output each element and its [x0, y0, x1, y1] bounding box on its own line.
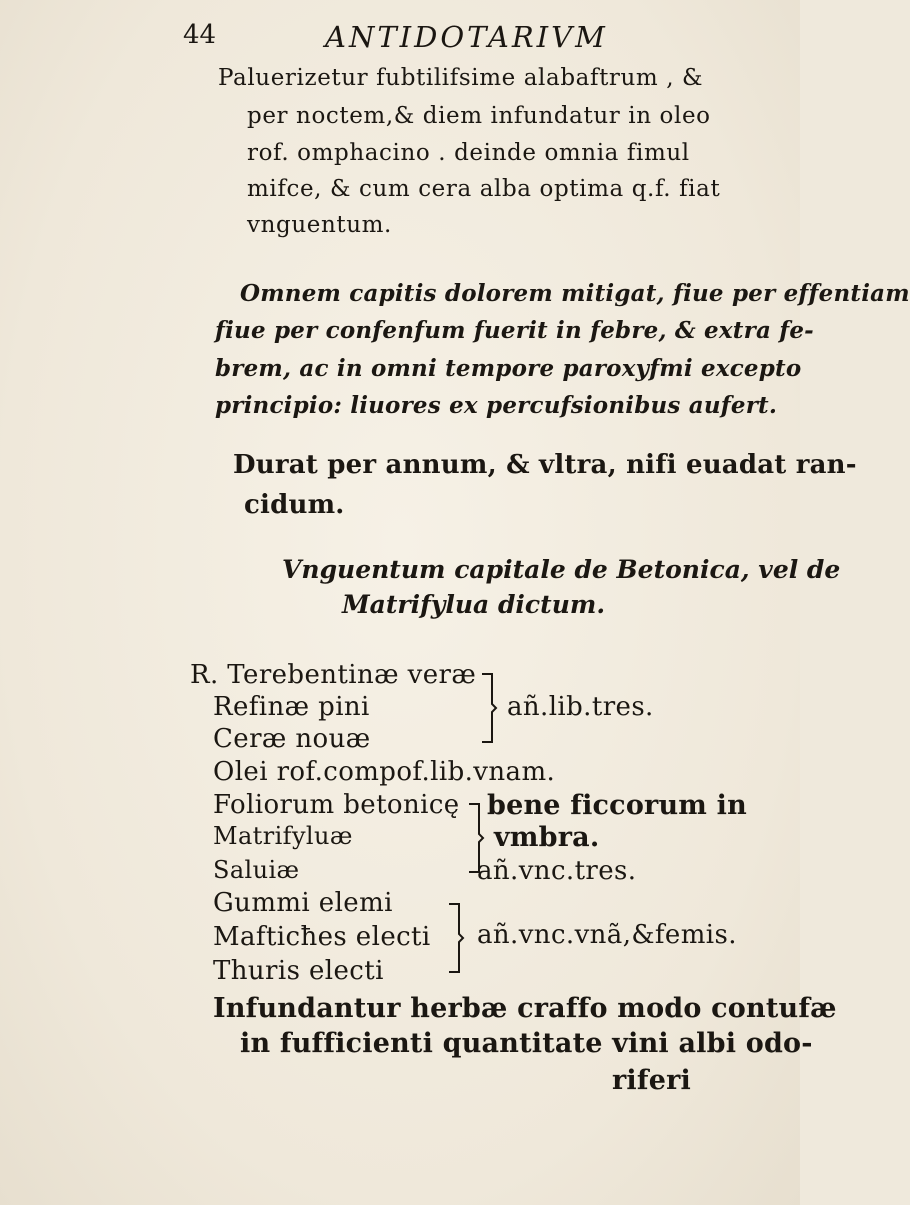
para1-line-4: mifce, & cum cera alba optima q.f. fiat: [247, 176, 721, 202]
recipe-g1-item-1: R. Terebentinæ veræ: [190, 660, 477, 690]
recipe-heading-line-2: Matrifylua dictum.: [342, 590, 606, 619]
recipe-g3-quantity: añ.vnc.vnã,&femis.: [477, 920, 737, 950]
running-title: ANTIDOTARIVM: [325, 20, 608, 54]
recipe-g1-quantity: añ.lib.tres.: [507, 692, 654, 722]
brace-group3: [445, 898, 469, 985]
page-number: 44: [183, 20, 217, 50]
recipe-g2-note-line-2: vmbra.: [494, 822, 600, 853]
recipe-g2-item-1: Foliorum betonicę: [213, 790, 460, 820]
recipe-g1-item-3: Ceræ nouæ: [213, 724, 371, 754]
para2-line-2: fiue per confenfum fuerit in febre, & extra fe-: [215, 317, 814, 344]
para3-line-2: cidum.: [244, 490, 345, 520]
para2-line-3: brem, ac in omni tempore paroxyfmi excepto: [215, 355, 802, 382]
para3-line-1: Durat per annum, & vltra, nifi euadat ran-: [233, 450, 857, 480]
para1-line-2: per noctem,& diem infundatur in oleo: [247, 103, 711, 129]
closing-line-1: Infundantur herbæ craffo modo contufæ: [213, 993, 837, 1024]
para2-line-4: principio: liuores ex percufsionibus aufert.: [215, 392, 778, 419]
closing-line-2: in fufficienti quantitate vini albi odo-: [240, 1028, 813, 1059]
recipe-g2-item-2: Matrifyluæ: [213, 822, 353, 850]
catchword: riferi: [612, 1065, 691, 1096]
recipe-g2-note-line-1: bene ficcorum in: [487, 790, 747, 821]
recipe-g2-quantity: añ.vnc.tres.: [477, 856, 637, 886]
recipe-g2-item-3: Saluiæ: [213, 856, 300, 884]
recipe-g3-item-1: Gummi elemi: [213, 888, 393, 918]
para1-line-5: vnguentum.: [247, 212, 392, 238]
para1-line-3: rof. omphacino . deinde omnia fimul: [247, 140, 690, 166]
recipe-g3-item-2: Mafticħes electi: [213, 922, 431, 952]
recipe-g1-item-2: Refinæ pini: [213, 692, 370, 722]
para2-line-1: Omnem capitis dolorem mitigat, fiue per effentiam: [240, 280, 910, 307]
recipe-oil-line: Olei rof.compof.lib.vnam.: [213, 757, 556, 787]
recipe-g3-item-3: Thuris electi: [213, 956, 384, 986]
para1-line-1: Paluerizetur fubtilifsime alabaftrum , &: [218, 65, 704, 91]
brace-group1: [478, 668, 502, 755]
recipe-heading-line-1: Vnguentum capitale de Betonica, vel de: [282, 555, 841, 584]
